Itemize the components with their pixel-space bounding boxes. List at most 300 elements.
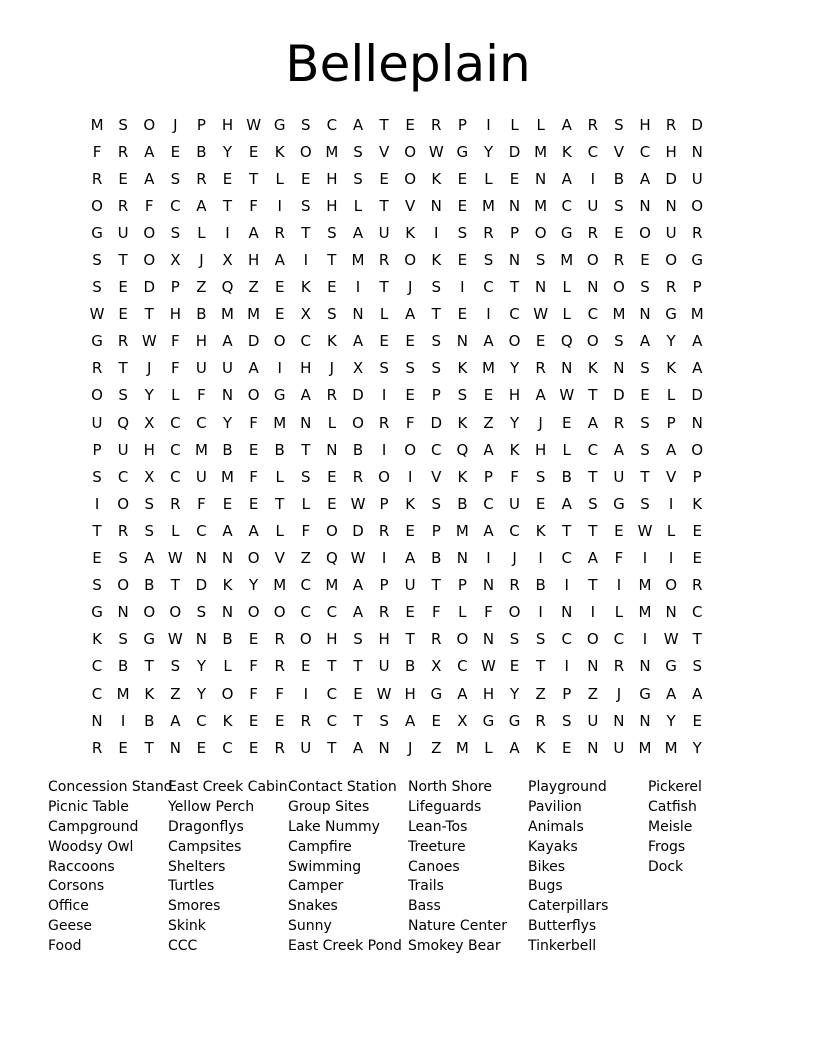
grid-letter: U [378, 657, 390, 676]
grid-letter: R [326, 386, 338, 405]
grid-letter: E [614, 223, 624, 242]
page-title: Belleplain [285, 35, 531, 93]
grid-letter: I [486, 305, 491, 324]
grid-letter: B [535, 576, 546, 595]
grid-letter: C [483, 494, 494, 513]
grid-letter: L [484, 738, 493, 757]
grid-letter: B [405, 657, 416, 676]
grid-letter: R [431, 630, 442, 649]
grid-letter: D [613, 386, 625, 405]
grid-letter: O [117, 576, 130, 595]
grid-letter: L [562, 305, 571, 324]
grid-letter: A [222, 521, 233, 540]
grid-letter: T [431, 576, 441, 595]
grid-letter: E [248, 738, 259, 757]
grid-letter: N [561, 603, 573, 622]
grid-letter: Q [456, 440, 469, 459]
grid-letter: T [170, 576, 180, 595]
word-list-item: Campfire [288, 838, 352, 855]
grid-letter: U [587, 196, 599, 215]
grid-letter: T [588, 386, 598, 405]
word-list-item: Group Sites [288, 798, 370, 815]
grid-letter: R [274, 223, 285, 242]
grid-letter: E [457, 196, 468, 215]
word-list-item: Food [48, 938, 82, 955]
grid-letter: P [196, 115, 206, 134]
grid-letter: M [455, 521, 469, 540]
grid-letter: C [457, 657, 468, 676]
grid-letter: Y [483, 142, 494, 161]
grid-letter: M [247, 305, 261, 324]
grid-letter: E [274, 278, 285, 297]
grid-letter: K [509, 440, 520, 459]
grid-letter: M [638, 738, 652, 757]
grid-letter: I [616, 576, 622, 595]
grid-letter: B [196, 142, 207, 161]
grid-letter: E [327, 467, 337, 486]
grid-letter: M [325, 142, 339, 161]
grid-letter: D [691, 386, 703, 405]
grid-letter: T [509, 278, 520, 297]
grid-letter: X [222, 251, 233, 270]
grid-letter: M [194, 440, 208, 459]
grid-letter: A [248, 359, 259, 378]
grid-letter: C [509, 521, 520, 540]
grid-letter: G [456, 142, 469, 161]
grid-letter: F [484, 603, 493, 622]
word-list-item: Treeture [408, 838, 466, 855]
grid-letter: S [457, 386, 468, 405]
grid-letter: E [509, 169, 520, 188]
grid-letter: C [170, 440, 181, 459]
grid-letter: C [613, 630, 625, 649]
grid-letter: P [170, 278, 180, 297]
grid-letter: J [199, 251, 204, 270]
grid-letter: F [249, 684, 258, 703]
grid-letter: C [483, 278, 494, 297]
grid-letter: F [249, 467, 258, 486]
grid-letter: E [692, 711, 702, 730]
grid-letter: B [144, 576, 155, 595]
grid-letter: C [196, 711, 207, 730]
grid-letter: H [482, 684, 495, 703]
word-list-item: Trails [408, 878, 444, 895]
grid-letter: T [640, 467, 650, 486]
grid-letter: E [170, 142, 181, 161]
grid-letter: B [222, 630, 233, 649]
grid-letter: S [431, 359, 442, 378]
grid-letter: S [327, 223, 337, 242]
grid-letter: N [587, 738, 599, 757]
grid-letter: M [455, 738, 469, 757]
grid-letter: E [561, 413, 572, 432]
grid-letter: U [587, 711, 599, 730]
grid-letter: C [300, 332, 312, 351]
grid-letter: D [691, 115, 703, 134]
word-list-item: Animals [528, 818, 584, 835]
grid-letter: C [222, 738, 233, 757]
grid-letter: A [300, 386, 311, 405]
grid-letter: K [222, 576, 233, 595]
grid-letter: N [482, 630, 495, 649]
grid-letter: O [378, 467, 390, 486]
grid-letter: K [92, 630, 102, 649]
grid-letter: F [171, 359, 180, 378]
grid-letter: M [221, 305, 234, 324]
word-list-item: Picnic Table [48, 798, 129, 815]
word-list-item: Frogs [648, 838, 686, 855]
grid-letter: O [169, 603, 182, 622]
word-list-item: Bikes [528, 858, 566, 875]
grid-letter: S [353, 142, 363, 161]
grid-letter: C [431, 440, 442, 459]
grid-letter: Y [666, 332, 676, 351]
grid-letter: L [171, 521, 180, 540]
grid-letter: P [92, 440, 102, 459]
grid-letter: W [167, 630, 183, 649]
grid-letter: R [91, 359, 103, 378]
grid-letter: K [457, 359, 468, 378]
grid-letter: F [197, 494, 206, 513]
grid-letter: C [300, 576, 312, 595]
grid-letter: O [273, 332, 286, 351]
grid-letter: O [586, 251, 599, 270]
grid-letter: S [144, 521, 154, 540]
grid-letter: O [613, 278, 625, 297]
grid-letter: K [300, 278, 311, 297]
grid-letter: I [486, 115, 491, 134]
grid-letter: N [587, 657, 599, 676]
grid-letter: O [247, 549, 260, 568]
grid-letter: O [143, 223, 156, 242]
grid-letter: Z [483, 413, 494, 432]
grid-letter: C [561, 630, 572, 649]
grid-letter: E [405, 115, 415, 134]
grid-letter: U [117, 223, 129, 242]
grid-letter: W [559, 386, 575, 405]
grid-letter: L [275, 169, 284, 188]
grid-letter: U [378, 223, 390, 242]
grid-letter: R [300, 711, 312, 730]
grid-letter: I [120, 711, 126, 730]
grid-letter: Q [560, 332, 573, 351]
grid-letter: N [691, 413, 703, 432]
grid-letter: Y [222, 413, 233, 432]
grid-letter: G [613, 494, 625, 513]
grid-letter: H [535, 440, 547, 459]
grid-letter: S [640, 413, 650, 432]
grid-letter: S [483, 251, 494, 270]
word-list-item: East Creek Pond [288, 938, 402, 955]
grid-letter: A [352, 603, 364, 622]
word-list-item: Yellow Perch [168, 798, 255, 815]
word-list-item: Catfish [648, 798, 697, 815]
grid-letter: U [691, 169, 703, 188]
grid-letter: Q [221, 278, 234, 297]
word-list-item: Meisle [648, 818, 693, 835]
grid-letter: C [117, 467, 129, 486]
grid-letter: W [141, 332, 157, 351]
grid-letter: H [404, 684, 416, 703]
grid-letter: H [326, 630, 338, 649]
word-list-item: Shelters [168, 858, 226, 875]
grid-letter: R [274, 630, 285, 649]
grid-letter: F [275, 684, 285, 703]
grid-letter: S [379, 711, 389, 730]
grid-letter: N [639, 657, 651, 676]
grid-letter: R [378, 603, 390, 622]
grid-letter: E [118, 169, 128, 188]
grid-letter: W [246, 115, 262, 134]
word-list-item: Raccoons [48, 858, 115, 875]
grid-letter: S [92, 467, 102, 486]
grid-letter: K [535, 521, 546, 540]
grid-letter: S [118, 549, 128, 568]
grid-letter: K [535, 738, 546, 757]
grid-letter: W [481, 657, 496, 676]
grid-letter: Y [509, 413, 520, 432]
grid-letter: M [534, 196, 548, 215]
word-list-item: Dock [648, 858, 684, 875]
grid-letter: A [561, 494, 572, 513]
grid-letter: P [692, 467, 702, 486]
grid-letter: D [143, 278, 156, 297]
grid-letter: L [275, 521, 284, 540]
grid-letter: J [512, 549, 517, 568]
grid-letter: L [353, 196, 363, 215]
grid-letter: B [144, 711, 155, 730]
word-list-item: Contact Station [288, 779, 397, 795]
grid-letter: I [642, 549, 648, 568]
word-list-item: Snakes [288, 898, 338, 915]
grid-letter: E [457, 169, 468, 188]
grid-letter: I [668, 549, 674, 568]
grid-letter: A [248, 223, 259, 242]
grid-letter: Y [509, 684, 520, 703]
grid-letter: M [221, 467, 234, 486]
grid-letter: I [94, 494, 100, 513]
grid-letter: L [614, 603, 624, 622]
grid-letter: K [431, 169, 442, 188]
grid-letter: P [457, 576, 467, 595]
grid-letter: S [196, 603, 207, 622]
grid-letter: R [352, 467, 364, 486]
grid-letter: O [143, 251, 156, 270]
grid-letter: A [170, 711, 181, 730]
grid-letter: U [404, 576, 416, 595]
grid-letter: T [327, 738, 337, 757]
grid-letter: I [460, 278, 465, 297]
grid-letter: S [431, 494, 442, 513]
grid-letter: S [92, 251, 102, 270]
grid-letter: O [325, 521, 338, 540]
grid-letter: O [456, 630, 469, 649]
grid-letter: C [587, 142, 599, 161]
grid-letter: E [248, 494, 259, 513]
grid-letter: T [379, 115, 389, 134]
word-list-item: Concession Stand [48, 779, 173, 795]
grid-letter: S [301, 196, 311, 215]
grid-letter: F [249, 657, 258, 676]
grid-letter: E [196, 738, 207, 757]
grid-letter: H [247, 251, 260, 270]
word-list-item: Pavilion [528, 798, 582, 815]
grid-letter: P [666, 413, 676, 432]
grid-letter: N [456, 549, 468, 568]
grid-letter: L [327, 413, 337, 432]
grid-letter: B [352, 440, 364, 459]
grid-letter: D [195, 576, 208, 595]
grid-letter: P [562, 684, 572, 703]
grid-letter: Q [117, 413, 130, 432]
grid-letter: E [509, 657, 520, 676]
grid-letter: R [117, 142, 129, 161]
grid-letter: N [221, 549, 234, 568]
grid-letter: I [590, 603, 596, 622]
grid-letter: S [170, 657, 181, 676]
grid-letter: C [300, 603, 312, 622]
grid-letter: O [143, 115, 156, 134]
grid-letter: D [430, 413, 443, 432]
grid-letter: S [92, 576, 102, 595]
grid-letter: V [665, 467, 677, 486]
grid-letter: Y [666, 711, 676, 730]
grid-letter: T [249, 169, 259, 188]
grid-letter: U [91, 413, 103, 432]
grid-letter: K [457, 467, 468, 486]
grid-letter: N [665, 603, 677, 622]
grid-letter: G [273, 386, 286, 405]
grid-letter: F [614, 549, 624, 568]
grid-letter: N [195, 630, 208, 649]
grid-letter: M [90, 115, 104, 134]
grid-letter: S [170, 169, 181, 188]
grid-letter: S [379, 359, 389, 378]
grid-letter: N [613, 711, 625, 730]
word-list-item: Butterflys [528, 918, 597, 935]
grid-letter: L [458, 603, 467, 622]
grid-letter: W [167, 549, 183, 568]
grid-letter: R [483, 223, 494, 242]
grid-letter: G [665, 305, 677, 324]
grid-letter: S [301, 115, 311, 134]
grid-letter: N [378, 738, 390, 757]
grid-letter: M [534, 142, 548, 161]
grid-letter: L [484, 169, 493, 188]
grid-letter: S [170, 223, 181, 242]
grid-letter: E [327, 278, 337, 297]
grid-letter: R [691, 576, 703, 595]
grid-letter: G [508, 711, 521, 730]
grid-letter: N [456, 332, 468, 351]
grid-letter: Z [587, 684, 598, 703]
grid-letter: R [509, 576, 520, 595]
grid-letter: S [614, 115, 624, 134]
grid-letter: E [222, 494, 233, 513]
grid-letter: K [144, 684, 155, 703]
grid-letter: N [91, 711, 103, 730]
word-list-item: Lifeguards [408, 798, 482, 815]
grid-letter: F [197, 386, 206, 405]
word-list-item: Playground [528, 779, 607, 795]
grid-letter: R [535, 711, 546, 730]
grid-letter: E [640, 386, 650, 405]
grid-letter: T [327, 251, 337, 270]
grid-letter: N [300, 413, 312, 432]
grid-letter: E [248, 630, 259, 649]
grid-letter: P [510, 223, 520, 242]
grid-letter: J [407, 278, 413, 297]
grid-letter: A [405, 711, 416, 730]
grid-letter: T [118, 359, 128, 378]
grid-letter: A [483, 521, 494, 540]
grid-letter: S [118, 115, 128, 134]
word-list-item: Bugs [528, 878, 563, 895]
grid-letter: G [91, 223, 103, 242]
grid-letter: P [457, 115, 467, 134]
grid-letter: X [170, 251, 181, 270]
grid-letter: R [196, 169, 207, 188]
grid-letter: S [353, 630, 363, 649]
grid-letter: M [612, 305, 626, 324]
grid-letter: T [275, 494, 285, 513]
grid-letter: D [247, 332, 260, 351]
grid-letter: Z [170, 684, 181, 703]
grid-letter: E [301, 169, 311, 188]
grid-letter: K [431, 251, 442, 270]
grid-letter: S [144, 494, 154, 513]
grid-letter: F [249, 413, 258, 432]
grid-letter: E [457, 305, 468, 324]
grid-letter: P [431, 521, 441, 540]
grid-letter: K [326, 332, 337, 351]
word-list-item: Lake Nummy [288, 818, 380, 835]
word-list-item: Bass [408, 898, 441, 915]
word-list-item: Office [48, 898, 89, 915]
grid-letter: I [434, 223, 439, 242]
grid-letter: S [614, 332, 624, 351]
grid-letter: S [431, 332, 442, 351]
grid-letter: X [352, 359, 364, 378]
grid-letter: I [381, 386, 387, 405]
grid-letter: T [118, 251, 128, 270]
grid-letter: G [91, 332, 103, 351]
grid-letter: N [691, 142, 703, 161]
grid-letter: S [301, 467, 311, 486]
grid-letter: S [431, 278, 442, 297]
grid-letter: R [613, 413, 625, 432]
grid-letter: U [195, 359, 207, 378]
grid-letter: N [221, 386, 234, 405]
grid-letter: C [91, 657, 103, 676]
grid-letter: C [170, 467, 181, 486]
grid-letter: S [509, 630, 520, 649]
grid-letter: G [665, 657, 677, 676]
grid-letter: C [326, 603, 338, 622]
grid-letter: L [197, 223, 206, 242]
grid-letter: G [273, 115, 286, 134]
grid-letter: A [561, 115, 572, 134]
grid-letter: K [561, 142, 572, 161]
grid-letter: C [561, 196, 572, 215]
grid-letter: N [352, 305, 364, 324]
grid-letter: A [639, 332, 651, 351]
grid-letter: R [117, 521, 129, 540]
grid-letter: R [613, 657, 625, 676]
grid-letter: F [301, 521, 311, 540]
grid-letter: G [639, 684, 651, 703]
grid-letter: R [170, 494, 181, 513]
